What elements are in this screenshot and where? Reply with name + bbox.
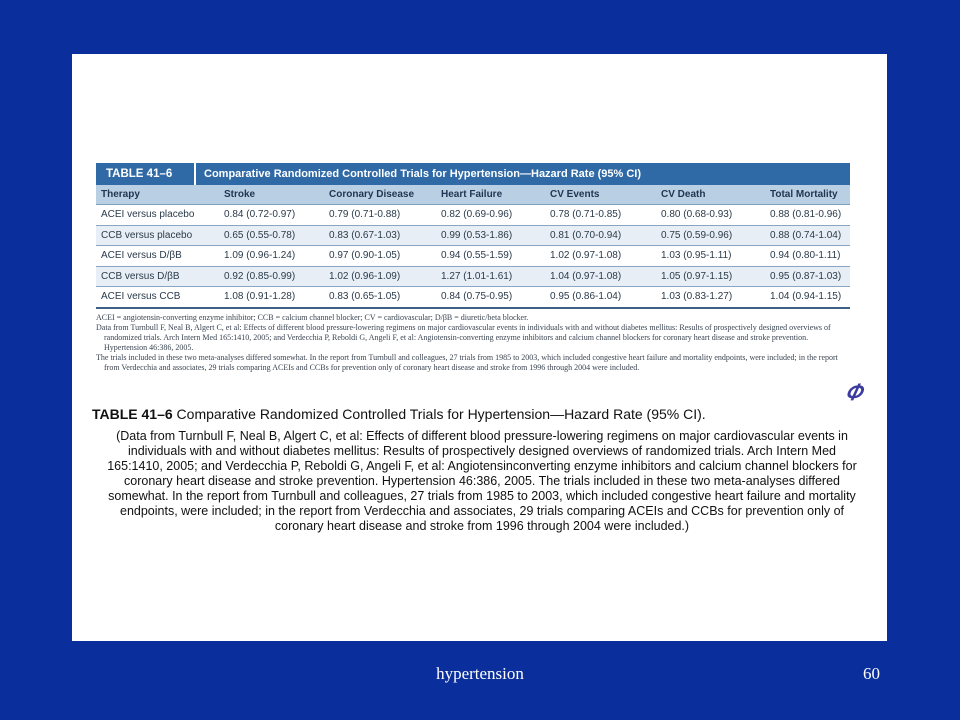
table-image bbox=[96, 163, 850, 373]
table-cell: 0.88 (0.81-0.96) bbox=[765, 205, 850, 226]
table-cell: 0.82 (0.69-0.96) bbox=[436, 205, 545, 226]
table-cell: 1.03 (0.83-1.27) bbox=[656, 287, 765, 308]
column-header: CV Death bbox=[656, 185, 765, 205]
table-cell: 1.02 (0.96-1.09) bbox=[324, 266, 436, 287]
table-row bbox=[96, 205, 850, 226]
publisher-logo-icon: 𝛷 bbox=[845, 380, 862, 406]
table-number: TABLE 41–6 bbox=[96, 163, 196, 185]
table-cell: 0.80 (0.68-0.93) bbox=[656, 205, 765, 226]
table-cell: 1.09 (0.96-1.24) bbox=[219, 246, 324, 267]
table-cell: 0.88 (0.74-1.04) bbox=[765, 225, 850, 246]
table-cell: 0.97 (0.90-1.05) bbox=[324, 246, 436, 267]
caption-title bbox=[92, 406, 706, 422]
table-cell: 0.84 (0.75-0.95) bbox=[436, 287, 545, 308]
table-header-row bbox=[96, 185, 850, 205]
table-cell: 1.27 (1.01-1.61) bbox=[436, 266, 545, 287]
column-header: Coronary Disease bbox=[324, 185, 436, 205]
table-cell: 1.02 (0.97-1.08) bbox=[545, 246, 656, 267]
caption-title-text: Comparative Randomized Controlled Trials for Hypertension—Hazard Rate (95% CI). bbox=[172, 406, 706, 422]
table-note: ACEI = angiotensin-converting enzyme inhibitor; CCB = calcium channel blocker; CV = cardiovascular; D/βB = diuretic/beta blocker. bbox=[96, 312, 529, 322]
table-cell: 1.04 (0.94-1.15) bbox=[765, 287, 850, 308]
table-cell: CCB versus D/βB bbox=[96, 266, 219, 287]
table-note: Data from Turnbull F, Neal B, Algert C, et al: Effects of different blood pressure-lowering regimens on major cardiovascular events in individuals with and without diabetes mellitus: Results of prospectively designed overviews of randomized trials. Arch Intern Med 165:1410, 2005; and Verdecchia P, Reboldi G, Angeli F, et al: Angiotensin-converting enzyme inhibitors and calcium channel blockers for coronary heart disease and stroke prevention. Hypertension 46:386, 2005. bbox=[96, 322, 831, 352]
column-header: Stroke bbox=[219, 185, 324, 205]
table-cell: 1.04 (0.97-1.08) bbox=[545, 266, 656, 287]
table-row bbox=[96, 287, 850, 308]
table-cell: 1.03 (0.95-1.11) bbox=[656, 246, 765, 267]
caption-label: TABLE 41–6 bbox=[92, 406, 173, 422]
table-row bbox=[96, 225, 850, 246]
table-note: The trials included in these two meta-analyses differed somewhat. In the report from Turnbull and colleagues, 27 trials from 1985 to 2003, which included congestive heart failure and mortality endpoints, were included; in the report from Verdecchia and associates, 29 trials comparing ACEIs and CCBs for prevention only of coronary heart disease and stroke from 1996 through 2004 were included. bbox=[96, 352, 838, 372]
table-notes bbox=[96, 313, 850, 373]
caption-body: (Data from Turnbull F, Neal B, Algert C, et al: Effects of different blood pressure-lowering regimens on major cardiovascular events in individuals with and without diabetes mellitus: Results of prospectively designed overviews of randomized trials. Arch Intern Med 165:1410, 2005; and Verdecchia P, Reboldi G, Angeli F, et al: Angiotensinconverting enzyme inhibitors and calcium channel blockers for coronary heart disease and stroke prevention. Hypertension 46:386, 2005. The trials included in these two meta-analyses differed somewhat. In the report from Turnbull and colleagues, 27 trials from 1985 to 2003, which included congestive heart failure and mortality endpoints, were included; in the report from Verdecchia and associates, 29 trials comparing ACEIs and CCBs for prevention only of coronary heart disease and stroke from 1996 through 2004 were included.) bbox=[107, 429, 857, 533]
table-cell: CCB versus placebo bbox=[96, 225, 219, 246]
column-header: Total Mortality bbox=[765, 185, 850, 205]
table-cell: 0.75 (0.59-0.96) bbox=[656, 225, 765, 246]
table-cell: 0.79 (0.71-0.88) bbox=[324, 205, 436, 226]
slide-number: 60 bbox=[863, 664, 880, 683]
column-header: Therapy bbox=[96, 185, 219, 205]
table-cell: 0.65 (0.55-0.78) bbox=[219, 225, 324, 246]
table-cell: ACEI versus placebo bbox=[96, 205, 219, 226]
hazard-rate-table bbox=[96, 185, 850, 309]
table-cell: 0.95 (0.87-1.03) bbox=[765, 266, 850, 287]
table-cell: 0.83 (0.67-1.03) bbox=[324, 225, 436, 246]
table-cell: 0.94 (0.80-1.11) bbox=[765, 246, 850, 267]
column-header: Heart Failure bbox=[436, 185, 545, 205]
table-cell: 0.94 (0.55-1.59) bbox=[436, 246, 545, 267]
table-cell: ACEI versus CCB bbox=[96, 287, 219, 308]
table-title-bar bbox=[96, 163, 850, 185]
slide-footer-title: hypertension bbox=[436, 664, 524, 683]
table-cell: 1.05 (0.97-1.15) bbox=[656, 266, 765, 287]
table-row bbox=[96, 266, 850, 287]
slide-content-panel bbox=[72, 54, 887, 641]
table-cell: 0.95 (0.86-1.04) bbox=[545, 287, 656, 308]
table-row bbox=[96, 246, 850, 267]
table-cell: 0.84 (0.72-0.97) bbox=[219, 205, 324, 226]
table-cell: 0.92 (0.85-0.99) bbox=[219, 266, 324, 287]
table-cell: ACEI versus D/βB bbox=[96, 246, 219, 267]
table-cell: 1.08 (0.91-1.28) bbox=[219, 287, 324, 308]
table-cell: 0.99 (0.53-1.86) bbox=[436, 225, 545, 246]
table-cell: 0.81 (0.70-0.94) bbox=[545, 225, 656, 246]
table-cell: 0.78 (0.71-0.85) bbox=[545, 205, 656, 226]
table-cell: 0.83 (0.65-1.05) bbox=[324, 287, 436, 308]
table-title: Comparative Randomized Controlled Trials for Hypertension—Hazard Rate (95% CI) bbox=[204, 168, 642, 180]
column-header: CV Events bbox=[545, 185, 656, 205]
